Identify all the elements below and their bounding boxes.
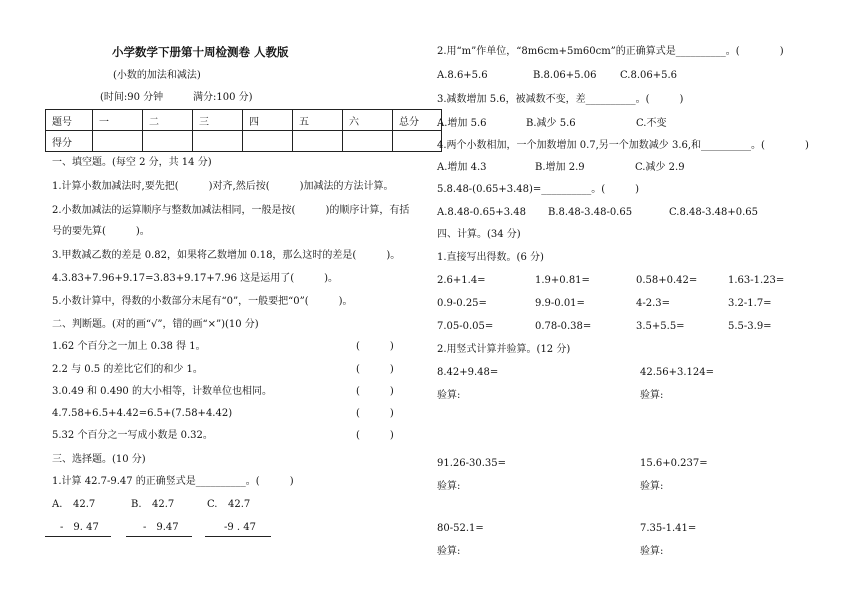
judge-question-5: 5.32 个百分之一写成小数是 0.32。	[52, 430, 213, 441]
option-b-top: 42.7	[152, 499, 175, 510]
score-cell: 三	[193, 110, 243, 131]
score-table-header-row	[46, 110, 442, 131]
exam-score: 满分:100 分)	[193, 92, 253, 103]
direct-calc-item: 2.6+1.4=	[437, 275, 486, 286]
check-label: 验算:	[437, 546, 461, 557]
direct-calc-item: 0.9-0.25=	[437, 298, 487, 309]
vertical-calc-item: 8.42+9.48=	[437, 367, 499, 378]
fill-question-2-cont: 号的要先算( )。	[52, 226, 150, 237]
check-label: 验算:	[437, 390, 461, 401]
check-label: 验算:	[640, 390, 664, 401]
option-b-rule	[126, 536, 192, 537]
direct-calc-item: 4-2.3=	[636, 298, 671, 309]
choice-question-3: 3.减数增加 5.6，被减数不变，差__________。( )	[437, 94, 684, 105]
option-a-top: 42.7	[73, 499, 96, 510]
option-c-label[interactable]: C.	[207, 499, 218, 510]
score-input-cell[interactable]	[343, 131, 393, 152]
fill-question-4: 4.3.83+7.96+9.17=3.83+9.17+7.96 这是运用了( )。	[52, 273, 339, 284]
fill-question-5: 5.小数计算中，得数的小数部分末尾有“0”，一般要把“0”( )。	[52, 296, 353, 307]
option-c-top: 42.7	[228, 499, 251, 510]
vertical-calc-item: 42.56+3.124=	[640, 367, 715, 378]
choice-question-2: 2.用“m”作单位，“8m6cm+5m60cm”的正确算式是__________。( )	[437, 46, 784, 57]
calc-part-2: 2.用竖式计算并验算。(12 分)	[437, 344, 571, 355]
score-cell: 二	[143, 110, 193, 131]
score-cell: 六	[343, 110, 393, 131]
exam-subtitle: (小数的加法和减法)	[113, 70, 201, 81]
choice-4-option-c[interactable]: C.减少 2.9	[635, 162, 685, 173]
score-input-cell[interactable]	[393, 131, 442, 152]
option-b-bottom: - 9.47	[143, 522, 179, 533]
direct-calc-item: 3.5+5.5=	[636, 321, 685, 332]
judge-answer-paren[interactable]: ( )	[356, 430, 394, 441]
direct-calc-item: 0.58+0.42=	[636, 275, 698, 286]
judge-answer-paren[interactable]: ( )	[356, 364, 394, 375]
choice-3-option-b[interactable]: B.减少 5.6	[526, 118, 576, 129]
judge-answer-paren[interactable]: ( )	[356, 408, 394, 419]
vertical-calc-item: 15.6+0.237=	[640, 458, 708, 469]
judge-question-4: 4.7.58+6.5+4.42=6.5+(7.58+4.42)	[52, 408, 233, 419]
fill-question-2: 2.小数加减法的运算顺序与整数加减法相同，一般是按( )的顺序计算，有括	[52, 205, 410, 216]
choice-5-option-c[interactable]: C.8.48-3.48+0.65	[669, 207, 759, 218]
option-b-label[interactable]: B.	[131, 499, 142, 510]
direct-calc-item: 5.5-3.9=	[728, 321, 772, 332]
vertical-calc-item: 80-52.1=	[437, 523, 484, 534]
option-a-label[interactable]: A.	[52, 499, 63, 510]
choice-3-option-c[interactable]: C.不变	[636, 118, 667, 129]
exam-title: 小学数学下册第十周检测卷 人教版	[112, 45, 289, 59]
direct-calc-item: 9.9-0.01=	[535, 298, 585, 309]
section-judge-heading: 二、判断题。(对的画“√”，错的画“×”)(10 分)	[52, 319, 259, 330]
direct-calc-item: 1.9+0.81=	[535, 275, 590, 286]
choice-2-option-b[interactable]: B.8.06+5.06	[533, 70, 597, 81]
vertical-calc-item: 91.26-30.35=	[437, 458, 507, 469]
score-cell: 题号	[46, 110, 93, 131]
check-label: 验算:	[640, 481, 664, 492]
option-a-bottom: - 9. 47	[60, 522, 99, 533]
choice-4-option-a[interactable]: A.增加 4.3	[437, 162, 487, 173]
score-input-cell[interactable]	[193, 131, 243, 152]
section-fill-heading: 一、填空题。(每空 2 分，共 14 分)	[52, 157, 212, 168]
judge-answer-paren[interactable]: ( )	[356, 341, 394, 352]
score-cell: 得分	[46, 131, 93, 152]
score-table-score-row	[46, 131, 442, 152]
section-choice-heading: 三、选择题。(10 分)	[52, 454, 146, 465]
vertical-calc-item: 7.35-1.41=	[640, 523, 697, 534]
score-input-cell[interactable]	[143, 131, 193, 152]
exam-time: (时间:90 分钟	[100, 92, 164, 103]
score-cell: 一	[93, 110, 143, 131]
score-input-cell[interactable]	[93, 131, 143, 152]
calc-part-1: 1.直接写出得数。(6 分)	[437, 252, 544, 263]
choice-2-option-a[interactable]: A.8.6+5.6	[437, 70, 488, 81]
choice-question-4: 4.两个小数相加，一个加数增加 0.7,另一个加数减少 3.6,和__________。( )	[437, 140, 809, 151]
fill-question-1: 1.计算小数加减法时,要先把( )对齐,然后按( )加减法的方法计算。	[52, 181, 394, 192]
choice-question-5: 5.8.48-(0.65+3.48)=__________。( )	[437, 184, 640, 195]
choice-question-1: 1.计算 42.7-9.47 的正确竖式是__________。( )	[52, 476, 294, 487]
choice-3-option-a[interactable]: A.增加 5.6	[437, 118, 487, 129]
score-cell: 五	[293, 110, 343, 131]
check-label: 验算:	[640, 546, 664, 557]
direct-calc-item: 0.78-0.38=	[535, 321, 592, 332]
fill-question-3: 3.甲数减乙数的差是 0.82，如果将乙数增加 0.18，那么这时的差是( )。	[52, 250, 401, 261]
judge-question-2: 2.2 与 0.5 的差比它们的和少 1。	[52, 364, 203, 375]
score-cell: 总分	[393, 110, 442, 131]
direct-calc-item: 7.05-0.05=	[437, 321, 494, 332]
score-input-cell[interactable]	[293, 131, 343, 152]
judge-question-1: 1.62 个百分之一加上 0.38 得 1。	[52, 341, 206, 352]
option-c-rule	[205, 536, 271, 537]
choice-2-option-c[interactable]: C.8.06+5.6	[620, 70, 678, 81]
option-a-rule	[45, 536, 111, 537]
section-calc-heading: 四、计算。(34 分)	[437, 229, 521, 240]
score-table	[45, 109, 442, 152]
choice-5-option-b[interactable]: B.8.48-3.48-0.65	[548, 207, 633, 218]
score-cell: 四	[243, 110, 293, 131]
direct-calc-item: 3.2-1.7=	[728, 298, 772, 309]
check-label: 验算:	[437, 481, 461, 492]
choice-5-option-a[interactable]: A.8.48-0.65+3.48	[437, 207, 526, 218]
judge-answer-paren[interactable]: ( )	[356, 386, 394, 397]
option-c-bottom: -9 . 47	[224, 522, 257, 533]
choice-4-option-b[interactable]: B.增加 2.9	[535, 162, 585, 173]
direct-calc-item: 1.63-1.23=	[728, 275, 785, 286]
judge-question-3: 3.0.49 和 0.490 的大小相等，计数单位也相同。	[52, 386, 272, 397]
score-input-cell[interactable]	[243, 131, 293, 152]
